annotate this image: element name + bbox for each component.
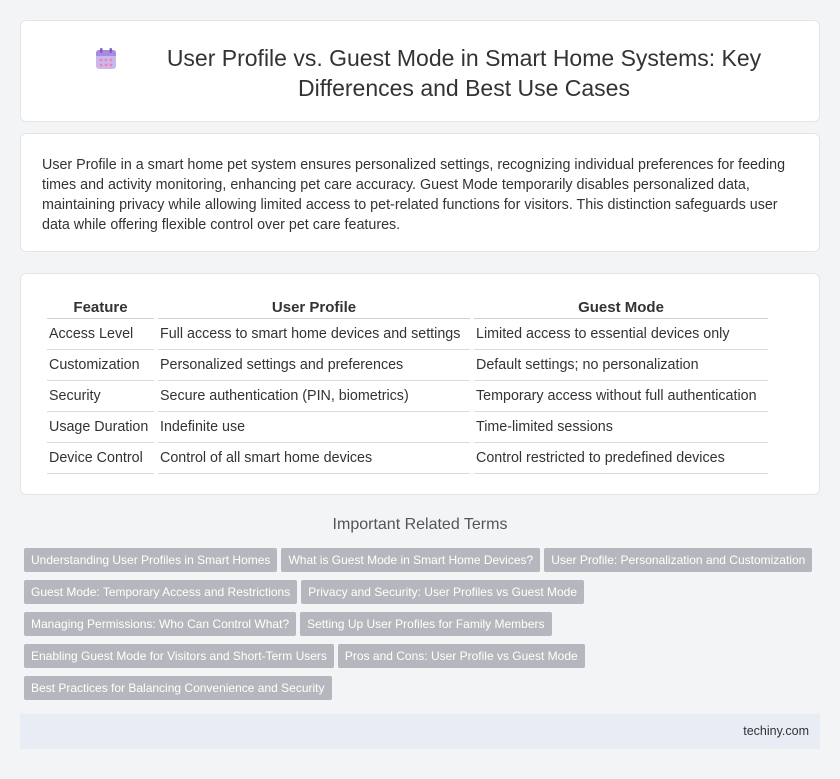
- related-term-tag[interactable]: Privacy and Security: User Profiles vs Guest Mode: [301, 580, 584, 604]
- cell-user-profile: Full access to smart home devices and settings: [158, 319, 470, 350]
- header-guest-mode: Guest Mode: [474, 296, 768, 319]
- cell-feature: Device Control: [47, 443, 154, 474]
- table-header-row: [47, 296, 768, 319]
- cell-guest-mode: Default settings; no personalization: [474, 350, 768, 381]
- related-term-tag[interactable]: Understanding User Profiles in Smart Homes: [24, 548, 277, 572]
- tag-row: [24, 580, 824, 612]
- tag-row: [24, 676, 824, 708]
- cell-guest-mode: Control restricted to predefined devices: [474, 443, 768, 474]
- cell-user-profile: Personalized settings and preferences: [158, 350, 470, 381]
- related-term-tag[interactable]: Enabling Guest Mode for Visitors and Short-Term Users: [24, 644, 334, 668]
- intro-card: [20, 133, 820, 252]
- table-row: [47, 319, 768, 350]
- related-term-tag[interactable]: Managing Permissions: Who Can Control What?: [24, 612, 296, 636]
- page-title: User Profile vs. Guest Mode in Smart Home Systems: Key Differences and Best Use Cases: [166, 45, 762, 101]
- tag-row: [24, 644, 824, 676]
- related-term-tag[interactable]: User Profile: Personalization and Customization: [544, 548, 812, 572]
- table-row: [47, 381, 768, 412]
- header-user-profile: User Profile: [158, 296, 470, 319]
- footer-bar: [20, 714, 820, 749]
- cell-user-profile: Control of all smart home devices: [158, 443, 470, 474]
- related-terms-heading: Important Related Terms: [332, 516, 508, 533]
- related-term-tag[interactable]: Setting Up User Profiles for Family Members: [300, 612, 551, 636]
- cell-guest-mode: Limited access to essential devices only: [474, 319, 768, 350]
- related-terms-list: [24, 548, 824, 708]
- comparison-table: [43, 296, 772, 474]
- cell-feature: Access Level: [47, 319, 154, 350]
- cell-user-profile: Secure authentication (PIN, biometrics): [158, 381, 470, 412]
- table-row: [47, 412, 768, 443]
- cell-feature: Usage Duration: [47, 412, 154, 443]
- related-term-tag[interactable]: Best Practices for Balancing Convenience and Security: [24, 676, 332, 700]
- cell-guest-mode: Time-limited sessions: [474, 412, 768, 443]
- tag-row: [24, 548, 824, 580]
- cell-feature: Customization: [47, 350, 154, 381]
- table-row: [47, 350, 768, 381]
- cell-user-profile: Indefinite use: [158, 412, 470, 443]
- comparison-card: [20, 273, 820, 495]
- related-term-tag[interactable]: Pros and Cons: User Profile vs Guest Mode: [338, 644, 585, 668]
- intro-paragraph: User Profile in a smart home pet system ensures personalized settings, recognizing individual preferences for feeding times and activity monitoring, enhancing pet care accuracy. Guest Mode temporarily disables personalized data, maintaining privacy while allowing limited access to pet-related functions for visitors. This distinction safeguards user data while offering flexible control over pet care features.: [42, 157, 786, 233]
- related-term-tag[interactable]: What is Guest Mode in Smart Home Devices?: [281, 548, 540, 572]
- related-term-tag[interactable]: Guest Mode: Temporary Access and Restrictions: [24, 580, 297, 604]
- table-row: [47, 443, 768, 474]
- footer-site-link[interactable]: techiny.com: [743, 724, 809, 738]
- title-card: [20, 20, 820, 122]
- cell-feature: Security: [47, 381, 154, 412]
- cell-guest-mode: Temporary access without full authentication: [474, 381, 768, 412]
- header-feature: Feature: [47, 296, 154, 319]
- tag-row: [24, 612, 824, 644]
